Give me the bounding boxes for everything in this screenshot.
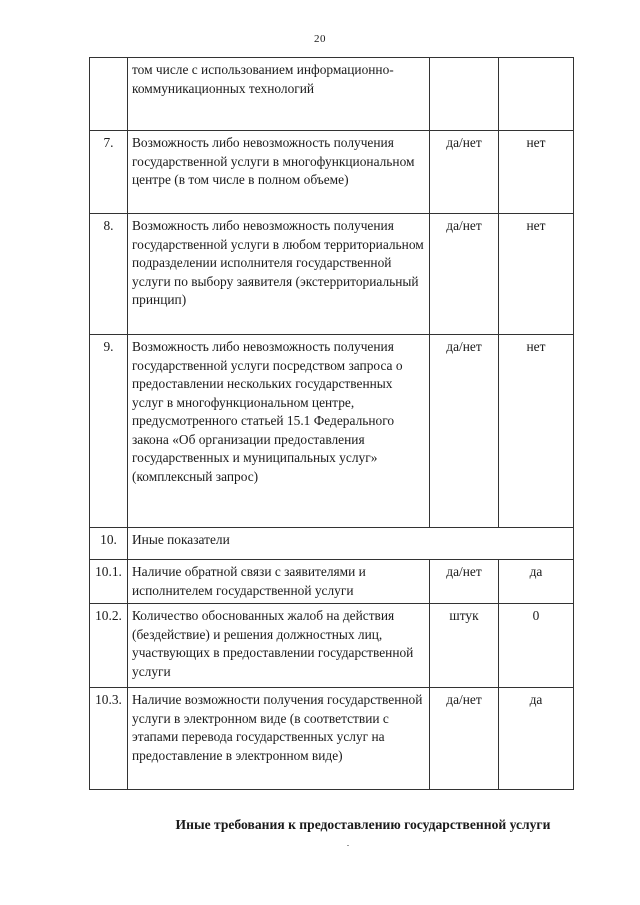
table-row [90,688,574,790]
value-cell [499,58,574,131]
table-row [90,131,574,214]
row-number: 10. [90,528,128,560]
unit-cell: да/нет [430,560,499,604]
unit-cell: да/нет [430,335,499,528]
value-cell: да [499,560,574,604]
scan-speck [347,845,349,846]
row-number: 7. [90,131,128,214]
indicator-name: Возможность либо невозможность получения государственной услуги в многофункциональном центре (в том числе в полном объеме) [128,131,430,214]
indicator-name: Возможность либо невозможность получения государственной услуги в любом территориальном подразделении исполнителя государственной услуги по выбору заявителя (экстерриториальный принцип) [128,214,430,335]
unit-cell [430,58,499,131]
value-cell: нет [499,335,574,528]
row-number: 8. [90,214,128,335]
value-cell: да [499,688,574,790]
table-row [90,604,574,688]
table-body [90,58,574,790]
indicators-table [89,57,574,790]
value-cell: нет [499,131,574,214]
table-row [90,214,574,335]
row-number: 10.2. [90,604,128,688]
value-cell: нет [499,214,574,335]
indicator-name: том числе с использованием информационно-коммуникационных технологий [128,58,430,131]
section-heading: Иные требования к предоставлению государственной услуги [175,817,551,832]
indicator-name: Количество обоснованных жалоб на действия (бездействие) и решения должностных лиц, участвующих в предоставлении государственной услуги [128,604,430,688]
indicator-name: Наличие возможности получения государственной услуги в электронном виде (в соответствии с этапами перевода государственных услуг на предоставление в электронном виде) [128,688,430,790]
unit-cell: штук [430,604,499,688]
indicator-name: Возможность либо невозможность получения государственной услуги посредством запроса о предоставлении нескольких государственных услуг в многофункциональном центре, предусмотренного статьей 15.1 Федерального закона «Об организации предоставления государственных и муниципальных услуг» (комплексный запрос) [128,335,430,528]
table-row [90,528,574,560]
row-number [90,58,128,131]
indicator-name: Наличие обратной связи с заявителями и исполнителем государственной услуги [128,560,430,604]
indicator-name: Иные показатели [128,528,574,560]
table-row [90,58,574,131]
unit-cell: да/нет [430,688,499,790]
unit-cell: да/нет [430,214,499,335]
table-row [90,335,574,528]
row-number: 9. [90,335,128,528]
row-number: 10.1. [90,560,128,604]
page-number: 20 [314,33,326,45]
table-row [90,560,574,604]
unit-cell: да/нет [430,131,499,214]
value-cell: 0 [499,604,574,688]
row-number: 10.3. [90,688,128,790]
